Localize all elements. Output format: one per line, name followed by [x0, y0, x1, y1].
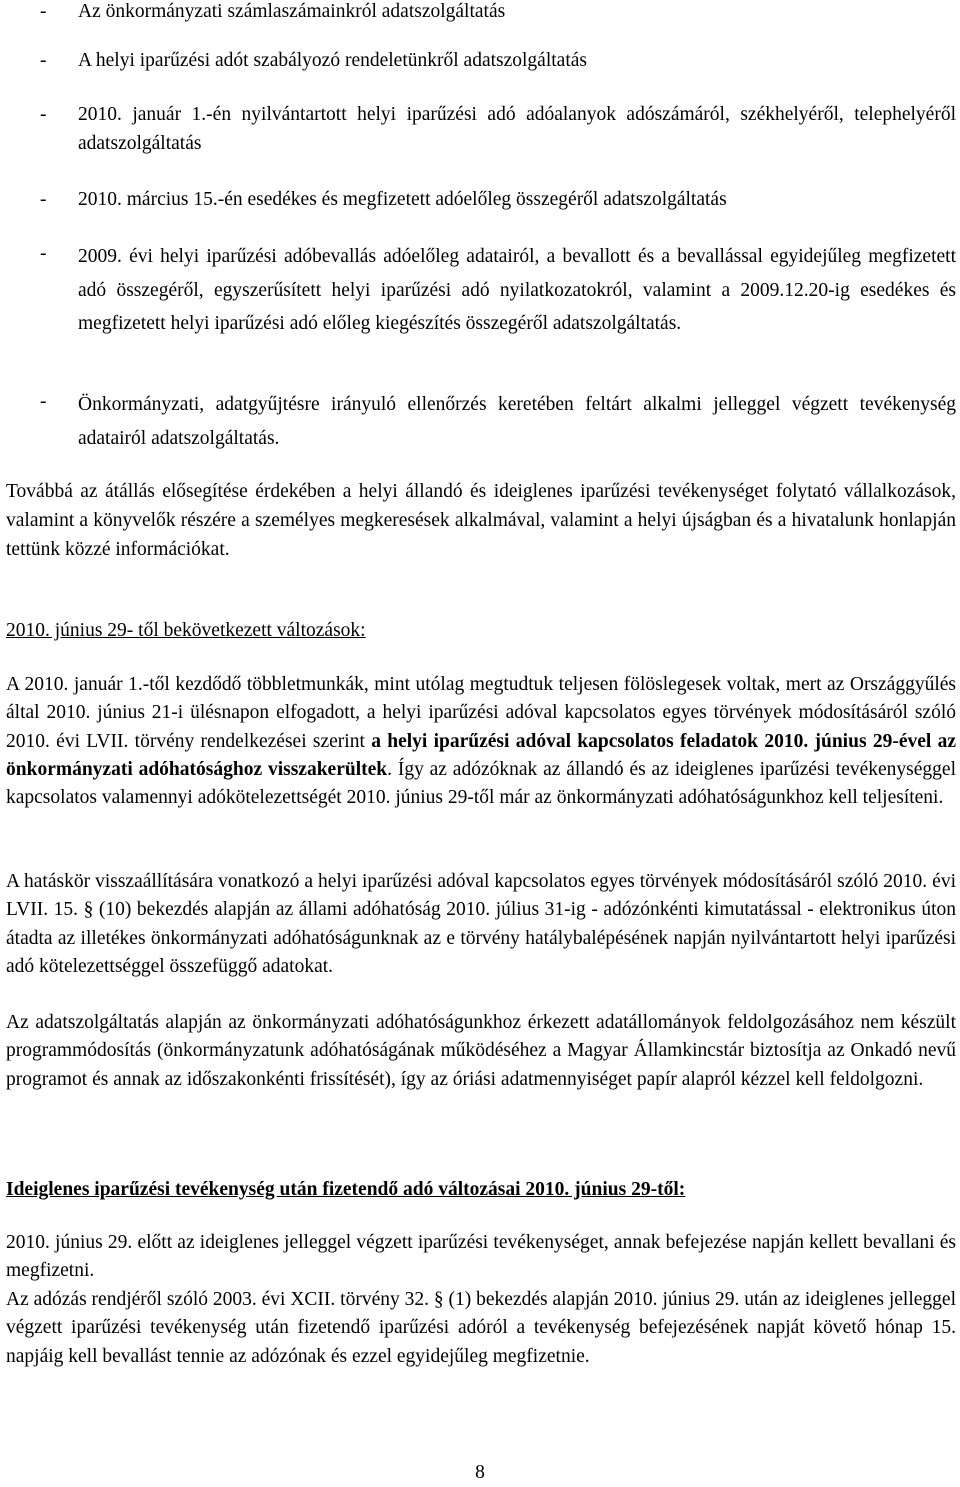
bullet-dash: -: [40, 189, 47, 210]
paragraph-text: . Így az adózóknak az állandó és az ideiglenes iparűzési tevékenységgel kapcsolatos valamennyi adókötelezettségét 2010. június 29-től már az önkormányzati adóhatóságunkhoz kell teljesíteni.: [6, 758, 956, 809]
paragraph-before-june: 2010. június 29. előtt az ideiglenes jelleggel végzett iparűzési tevékenységet, annak befejezése napján kellett bevallani és megfizetni.: [6, 1232, 956, 1282]
paragraph-tovabba: Továbbá az átállás elősegítése érdekében a helyi állandó és ideiglenes iparűzési tevékenységet folytató vállalkozások, valamint a könyvelők részére a személyes megkeresések alkalmával, valamint a helyi újságban és a hivatalunk honlapján tettünk közzé információkat.: [6, 481, 956, 560]
bullet-text: 2010. január 1.-én nyilvántartott helyi iparűzési adó adóalanyok adószámáról, székhelyéről, telephelyéről adatszolgáltatás: [78, 104, 956, 154]
paragraph-hataskor: A hatáskör visszaállítására vonatkozó a helyi iparűzési adóval kapcsolatos egyes törvények módosításáról szóló 2010. évi LVII. 15. § (10) bekezdés alapján az állami adóhatóság 2010. július 31-ig - adózónkénti kimutatással - elektronikus úton átadta az illetékes önkormányzati adóhatóságunknak az e törvény hatálybalépésének napján nyilvántartott helyi iparűzési adó kötelezettséggel összefüggő adatokat.: [6, 871, 956, 977]
paragraph-text: A 2010. január 1.-től kezdődő többletmunkák, mint utólag megtudtuk teljesen fölöslegesek voltak, mert az Országgyűlés által 2010. június 21-i ülésnapon elfogadott, a helyi iparűzési adóval kapcsolatos egyes törvények módosításáról szóló 2010. évi LVII. törvény rendelkezései szerint: [6, 674, 956, 752]
bullet-text: Az önkormányzati számlaszámainkról adatszolgáltatás: [78, 1, 506, 22]
bullet-text: 2010. március 15.-én esedékes és megfizetett adóelőleg összegéről adatszolgáltatás: [78, 189, 727, 210]
paragraph-adatszolgaltatas: Az adatszolgáltatás alapján az önkormányzati adóhatóságunkhoz érkezett adatállományok feldolgozásához nem készült programmódosítás (önkormányzatunk adóhatóságának működéséhez a Magyar Államkincstár biztosítja az Onkadó nevű programot és annak az időszakonkénti frissítését), így az óriási adatmennyiséget papír alapról kézzel kell feldolgozni.: [6, 1012, 956, 1090]
paragraph-a2010: [6, 671, 956, 812]
bullet-dash: -: [40, 391, 47, 412]
bullet-dash: -: [40, 243, 47, 264]
bullet-text: 2009. évi helyi iparűzési adóbevallás adóelőleg adatairól, a bevallott és a bevallással egyidejűleg megfizetett adó összegéről, egyszerűsített helyi iparűzési adó nyilatkozatokról, valamint a 2009.12.20-ig esedékes és megfizetett helyi iparűzési adó előleg kiegészítés összegéről adatszolgáltatás.: [78, 246, 956, 334]
paragraph-bold-text: a helyi iparűzési adóval kapcsolatos feladatok 2010. június 29-ével az önkormányzati adóhatósághoz visszakerültek: [6, 730, 956, 780]
page-number: 8: [475, 1462, 485, 1483]
paragraph-adozas-rendjerol: Az adózás rendjéről szóló 2003. évi XCII. törvény 32. § (1) bekezdés alapján 2010. június 29. után az ideiglenes jelleggel végzett iparűzési tevékenység után fizetendő iparűzési adóról a tevékenység befejezésének napját követő hónap 15. napjáig kell bevallást tennie az adózónak és ezzel egyidejűleg megfizetnie.: [6, 1289, 956, 1367]
bullet-dash: -: [40, 1, 47, 22]
bullet-dash: -: [40, 50, 47, 71]
bullet-text: A helyi iparűzési adót szabályozó rendeletünkről adatszolgáltatás: [78, 50, 587, 71]
bullet-text: Önkormányzati, adatgyűjtésre irányuló ellenőrzés keretében feltárt alkalmi jelleggel végzett tevékenység adatairól adatszolgáltatás.: [78, 394, 956, 449]
bullet-dash: -: [40, 104, 47, 125]
section-heading-changes: 2010. június 29- től bekövetkezett változások:: [6, 620, 366, 641]
section-heading-temporary: Ideiglenes iparűzési tevékenység után fizetendő adó változásai 2010. június 29-től:: [6, 1179, 686, 1200]
